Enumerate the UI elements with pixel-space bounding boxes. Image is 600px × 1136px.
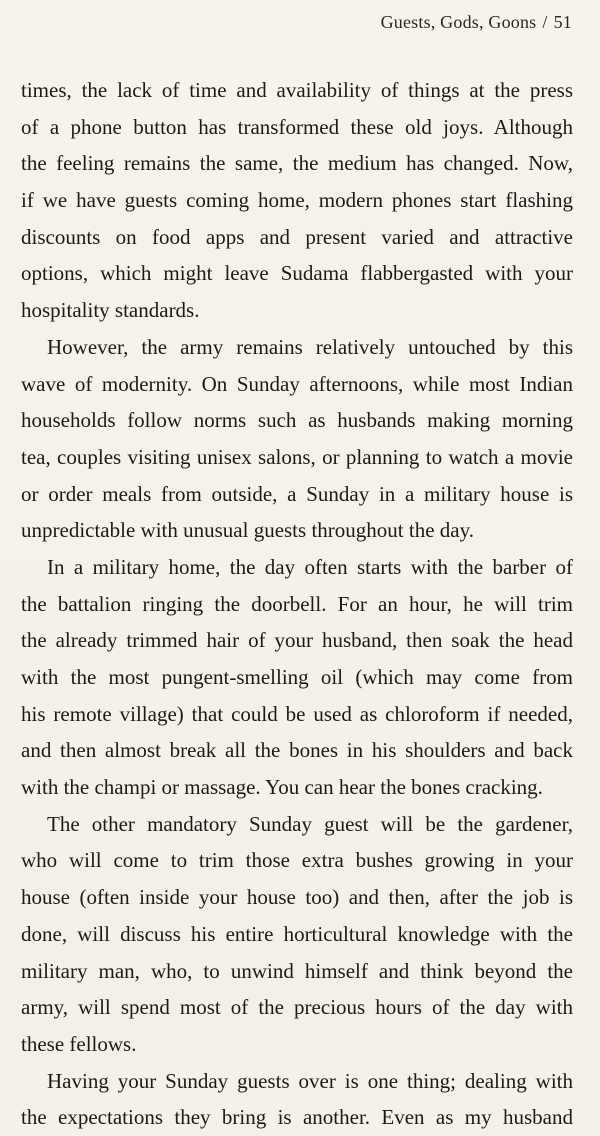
text-line: tea, couples visiting unisex salons, or planning to watch a movie	[21, 444, 573, 469]
text-line: of a phone button has transformed these old joys. Although	[21, 114, 573, 139]
text-line: hospitality standards.	[21, 298, 200, 323]
text-line: discounts on food apps and present varied and attractive	[21, 224, 573, 249]
text-line: and then almost break all the bones in his shoulders and back	[21, 738, 573, 763]
text-line: times, the lack of time and availability of things at the press	[21, 78, 573, 102]
text-line: house (often inside your house too) and then, after the job is	[21, 885, 573, 910]
text-line: wave of modernity. On Sunday afternoons, while most Indian	[21, 371, 573, 396]
running-header	[381, 12, 572, 33]
text-line: households follow norms such as husbands making morning	[21, 408, 573, 433]
text-line: done, will discuss his entire horticultural knowledge with the	[21, 921, 573, 946]
text-line: who will come to trim those extra bushes growing in your	[21, 848, 573, 873]
text-line: Having your Sunday guests over is one thing; dealing with	[47, 1068, 573, 1093]
text-line: In a military home, the day often starts with the barber of	[47, 554, 573, 579]
running-header-title: Guests, Gods, Goons	[380, 12, 537, 32]
running-header-separator: /	[542, 12, 548, 32]
text-line: the battalion ringing the doorbell. For an hour, he will trim	[21, 591, 573, 616]
text-line: with the champi or massage. You can hear the bones cracking.	[21, 775, 543, 800]
text-line: options, which might leave Sudama flabbergasted with your	[21, 261, 573, 286]
body-text	[21, 72, 573, 1136]
text-line: with the most pungent-smelling oil (which may come from	[21, 665, 573, 689]
text-line: these fellows.	[21, 1031, 137, 1056]
text-line: military man, who, to unwind himself and think beyond the	[21, 958, 573, 983]
text-line: the feeling remains the same, the medium has changed. Now,	[21, 151, 573, 176]
text-line: the expectations they bring is another. Even as my husband	[21, 1105, 573, 1130]
text-line: unpredictable with unusual guests throughout the day.	[21, 518, 474, 543]
page-number: 51	[553, 12, 572, 32]
text-line: or order meals from outside, a Sunday in a military house is	[21, 481, 573, 506]
text-line: the already trimmed hair of your husband, then soak the head	[21, 628, 573, 653]
text-line: However, the army remains relatively untouched by this	[47, 334, 573, 359]
text-line: if we have guests coming home, modern phones start flashing	[21, 188, 573, 213]
text-line: his remote village) that could be used as chloroform if needed,	[21, 701, 573, 726]
text-line: The other mandatory Sunday guest will be the gardener,	[47, 811, 573, 836]
text-line: army, will spend most of the precious hours of the day with	[21, 995, 573, 1020]
